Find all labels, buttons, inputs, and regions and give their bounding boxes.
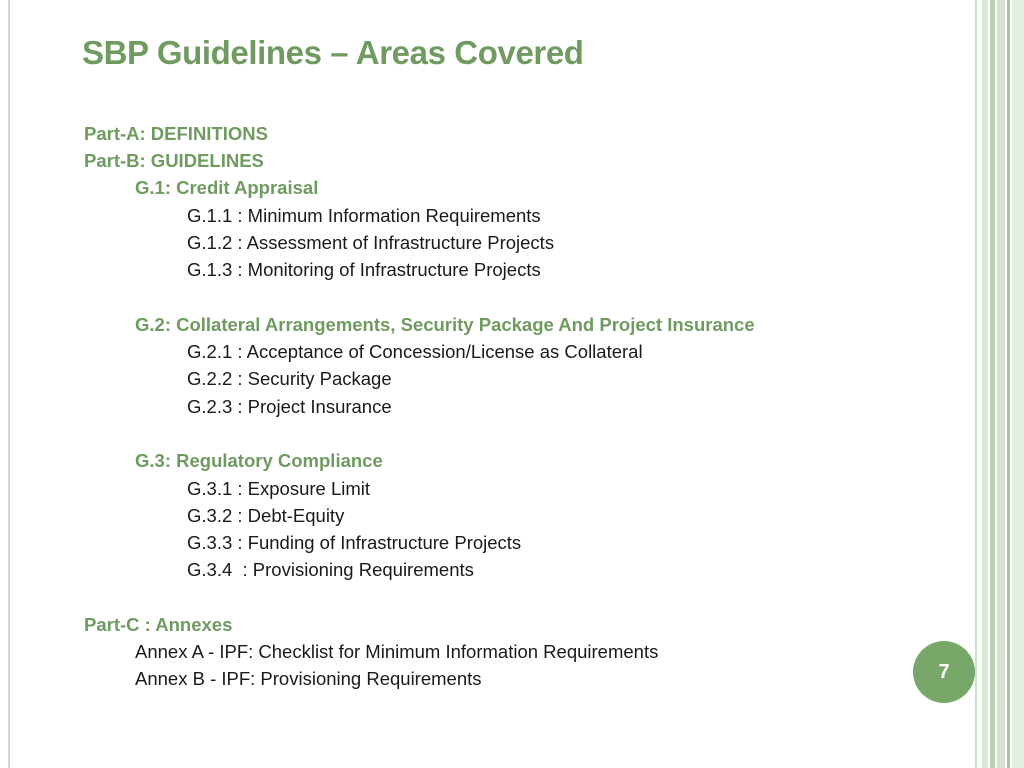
part-c-heading: Part-C : Annexes xyxy=(84,614,233,635)
g2-heading: G.2: Collateral Arrangements, Security Package And Project Insurance xyxy=(135,314,755,335)
part-a-heading: Part-A: DEFINITIONS xyxy=(84,123,268,144)
g2-item: G.2.1 : Acceptance of Concession/License as Collateral xyxy=(187,341,643,362)
left-border-line xyxy=(8,0,10,768)
right-decorative-band xyxy=(990,0,995,768)
right-decorative-band xyxy=(1012,0,1024,768)
g3-heading: G.3: Regulatory Compliance xyxy=(135,450,383,471)
part-b-heading: Part-B: GUIDELINES xyxy=(84,150,264,171)
g3-item: G.3.4 : Provisioning Requirements xyxy=(187,559,474,580)
page-number-badge: 7 xyxy=(913,641,975,703)
slide-title: SBP Guidelines – Areas Covered xyxy=(82,34,584,71)
g3-item: G.3.3 : Funding of Infrastructure Projects xyxy=(187,532,522,553)
g2-item: G.2.2 : Security Package xyxy=(187,368,392,389)
right-decorative-band xyxy=(975,0,977,768)
g1-item: G.1.2 : Assessment of Infrastructure Projects xyxy=(187,232,555,253)
g3-item: G.3.1 : Exposure Limit xyxy=(187,478,371,499)
g1-item: G.1.3 : Monitoring of Infrastructure Projects xyxy=(187,259,541,280)
right-decorative-band xyxy=(997,0,1005,768)
annex-item: Annex B - IPF: Provisioning Requirements xyxy=(135,668,482,689)
right-decorative-band xyxy=(982,0,988,768)
right-decorative-band xyxy=(1007,0,1010,768)
g1-item: G.1.1 : Minimum Information Requirements xyxy=(187,205,541,226)
g3-item: G.3.2 : Debt-Equity xyxy=(187,505,345,526)
annex-item: Annex A - IPF: Checklist for Minimum Information Requirements xyxy=(135,641,659,662)
g1-heading: G.1: Credit Appraisal xyxy=(135,177,319,198)
g2-item: G.2.3 : Project Insurance xyxy=(187,396,392,417)
